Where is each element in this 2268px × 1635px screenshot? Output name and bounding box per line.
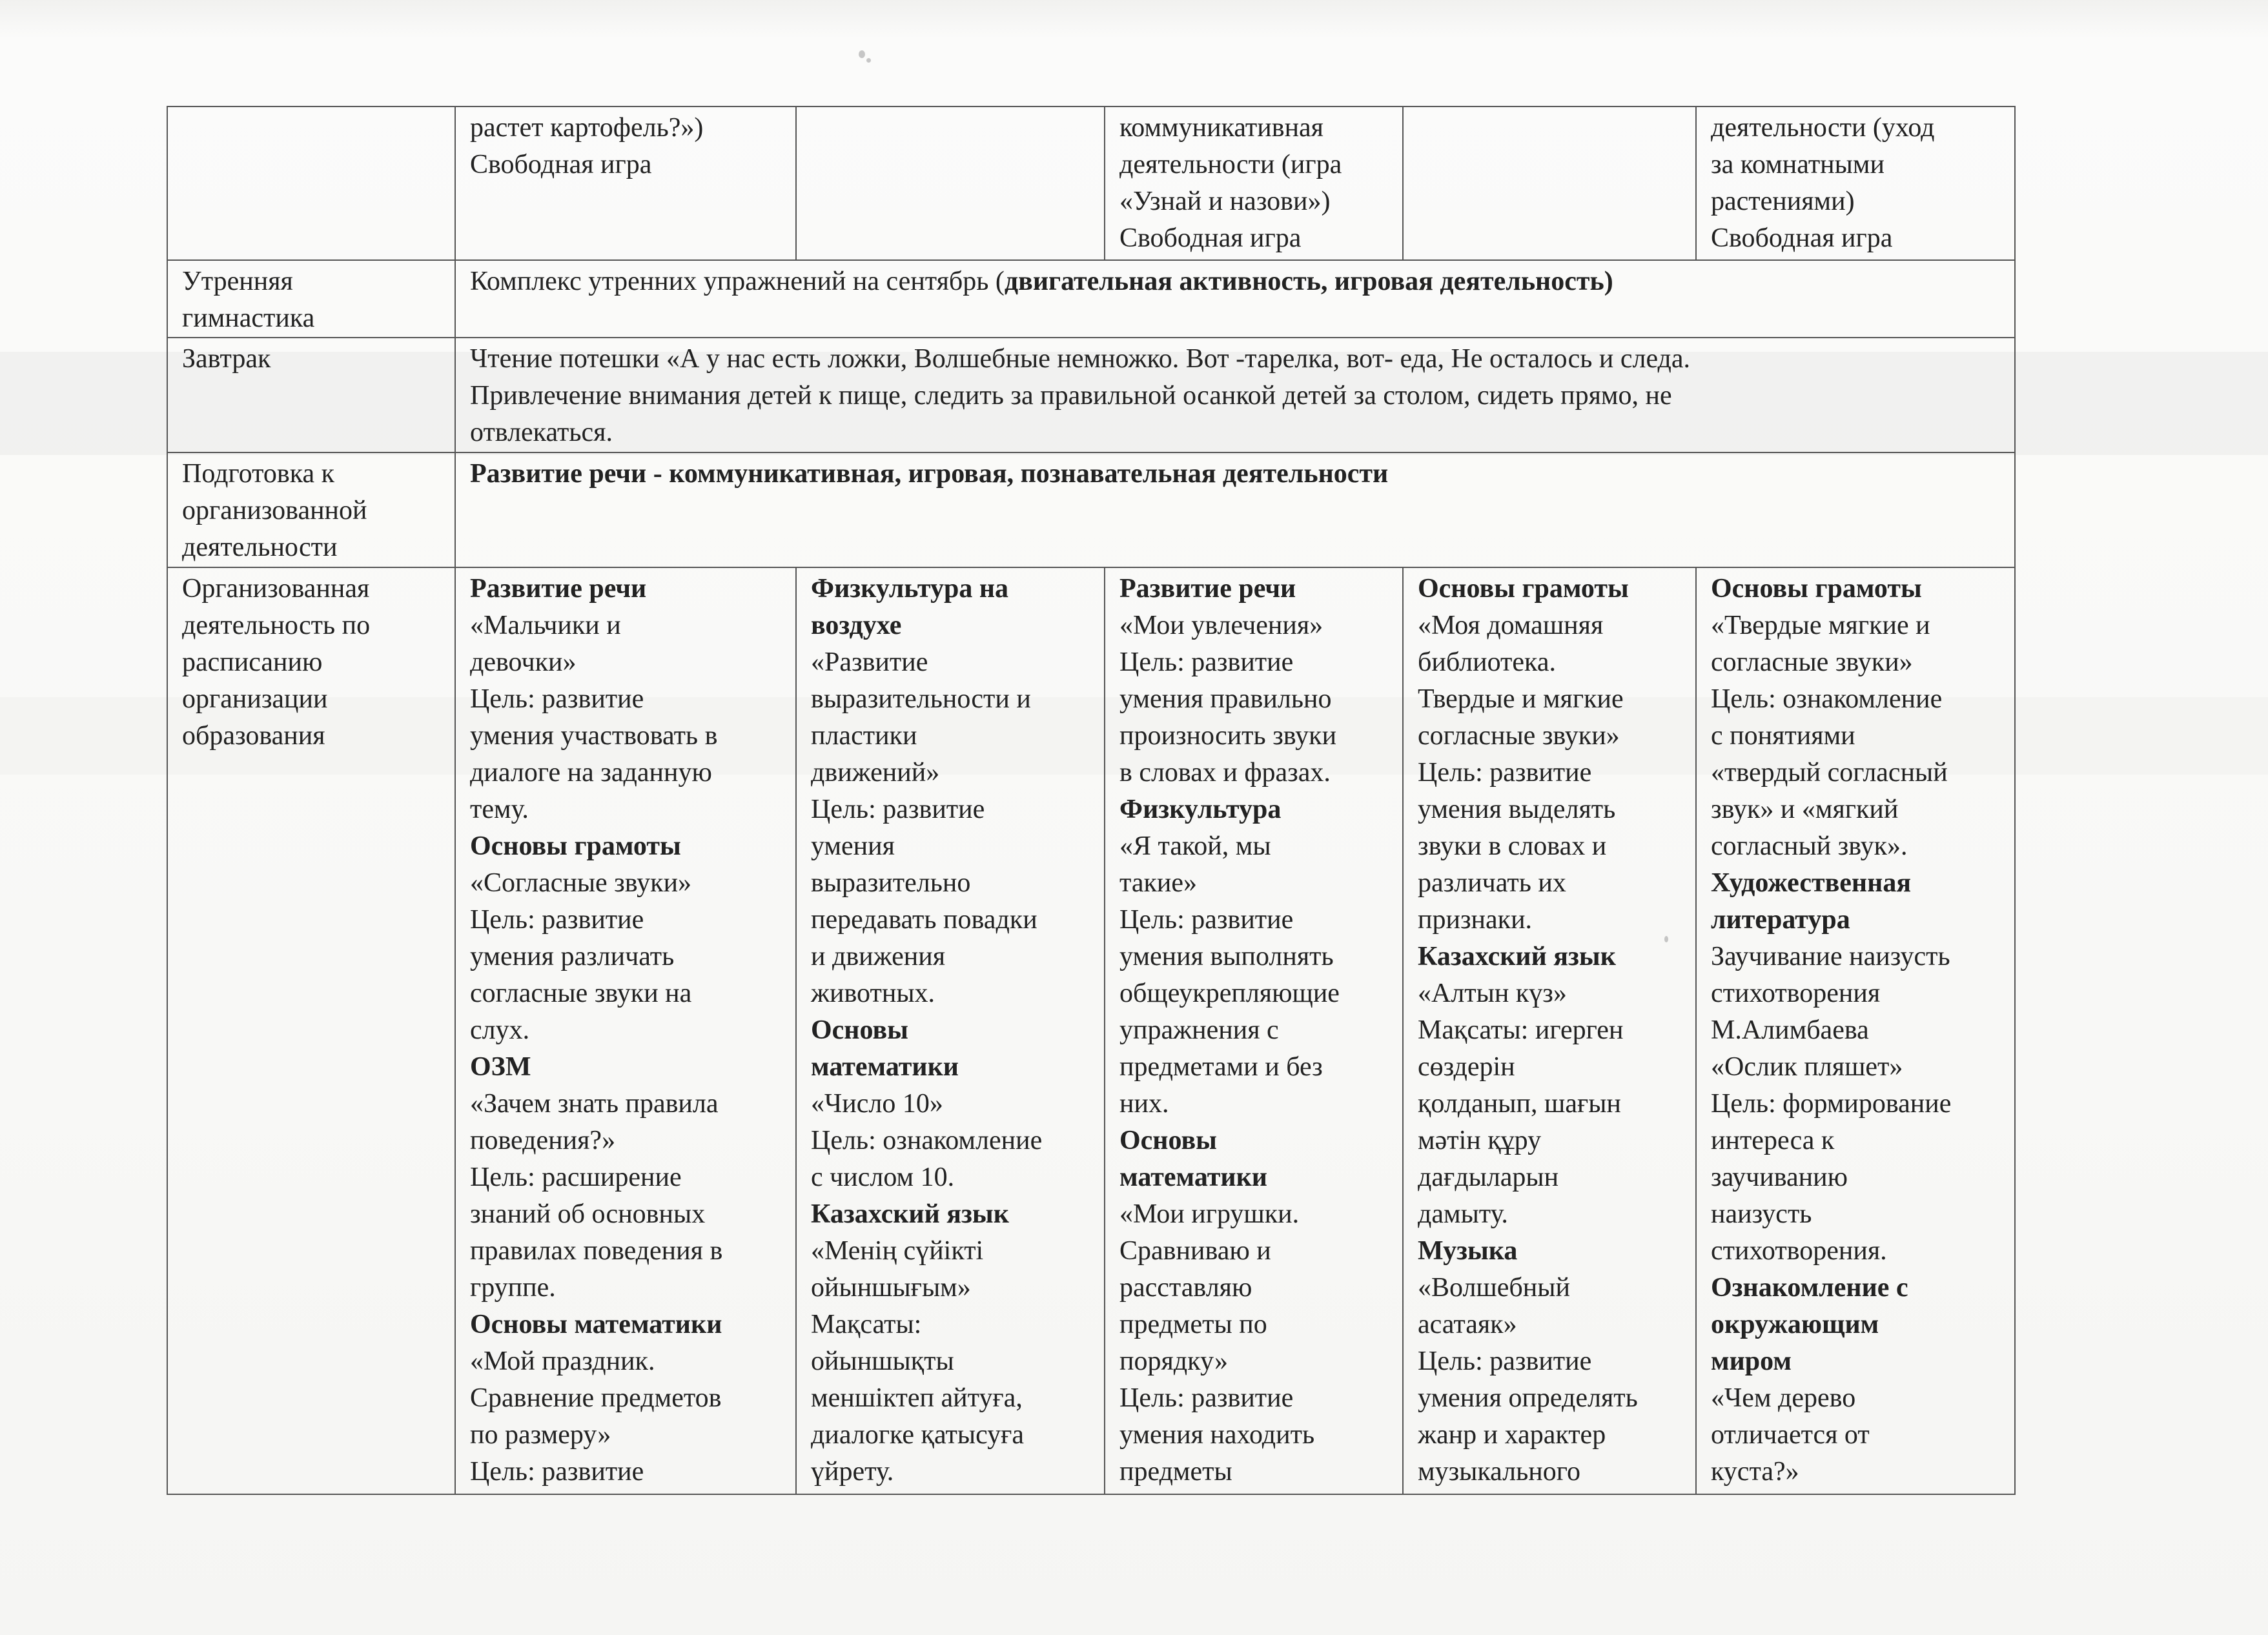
activity-description-line: умения выделять bbox=[1418, 795, 1616, 824]
activity-description-line: Цель: развитие bbox=[1418, 758, 1592, 787]
activity-description-line: и движения bbox=[811, 942, 946, 971]
label-line: Организованная bbox=[182, 574, 370, 604]
label-line: организации bbox=[182, 684, 328, 714]
gymnastics-text: Комплекс утренних упражнений на сентябрь ( bbox=[470, 267, 1005, 296]
wednesday-activities bbox=[1105, 567, 1403, 1494]
activity-description-line: умения находить bbox=[1119, 1420, 1315, 1450]
activity-subject-title: Художественная bbox=[1711, 868, 1912, 898]
thursday-activities bbox=[1403, 567, 1696, 1494]
activity-description-line: «Ослик пляшет» bbox=[1711, 1052, 1903, 1082]
organized-label bbox=[167, 567, 455, 1494]
activity-description-line: Сравниваю и bbox=[1119, 1236, 1271, 1266]
activity-description-line: меншіктеп айтуға, bbox=[811, 1383, 1023, 1413]
preparation-row bbox=[167, 452, 2015, 567]
activity-description-line: умения правильно bbox=[1119, 684, 1332, 714]
tuesday-cell bbox=[796, 107, 1105, 260]
activity-subject-title: воздухе bbox=[811, 611, 902, 640]
activity-description-line: «Твердые мягкие и bbox=[1711, 611, 1930, 640]
activity-description-line: куста?» bbox=[1711, 1457, 1799, 1487]
activity-description-line: такие» bbox=[1119, 868, 1198, 898]
activity-description-line: них. bbox=[1119, 1089, 1169, 1119]
activity-description-line: интереса к bbox=[1711, 1126, 1835, 1155]
activity-description-line: умения выполнять bbox=[1119, 942, 1334, 971]
activity-description-line: сөздерін bbox=[1418, 1052, 1515, 1082]
activity-description-line: асатаяк» bbox=[1418, 1310, 1517, 1339]
activity-description-line: с понятиями bbox=[1711, 721, 1855, 751]
activity-description-line: девочки» bbox=[470, 647, 577, 677]
activity-description-line: Цель: развитие bbox=[1418, 1346, 1592, 1376]
activity-description-line: Цель: развитие bbox=[470, 905, 644, 935]
activity-description-line: Заучивание наизусть bbox=[1711, 942, 1950, 971]
cell-line: деятельности (игра bbox=[1119, 150, 1342, 179]
activity-subject-title: Музыка bbox=[1418, 1236, 1518, 1266]
organized-activity-row bbox=[167, 567, 2015, 1494]
activity-description-line: Цель: развитие bbox=[470, 1457, 644, 1487]
activity-description-line: по размеру» bbox=[470, 1420, 611, 1450]
cell-line: растениями) bbox=[1711, 187, 1855, 216]
activity-description-line: дағдыларын bbox=[1418, 1163, 1559, 1192]
activity-description-line: заучиванию bbox=[1711, 1163, 1848, 1192]
activity-description-line: «Я такой, мы bbox=[1119, 831, 1271, 861]
activity-subject-title: математики bbox=[811, 1052, 959, 1082]
activity-description-line: стихотворения bbox=[1711, 979, 1881, 1008]
activity-description-line: выразительно bbox=[811, 868, 971, 898]
activity-description-line: звуки в словах и bbox=[1418, 831, 1607, 861]
activity-description-line: «Число 10» bbox=[811, 1089, 943, 1119]
activity-description-line: знаний об основных bbox=[470, 1199, 706, 1229]
activity-description-line: «твердый согласный bbox=[1711, 758, 1948, 787]
breakfast-line: отвлекаться. bbox=[470, 418, 613, 447]
cell-line: Свободная игра bbox=[470, 150, 652, 179]
activity-description-line: в словах и фразах. bbox=[1119, 758, 1331, 787]
activity-description-line: Твердые и мягкие bbox=[1418, 684, 1624, 714]
activity-description-line: Мақсаты: bbox=[811, 1310, 922, 1339]
activity-description-line: музыкального bbox=[1418, 1457, 1580, 1487]
activity-description-line: «Мальчики и bbox=[470, 611, 621, 640]
activity-description-line: пластики bbox=[811, 721, 917, 751]
activity-description-line: умения определять bbox=[1418, 1383, 1638, 1413]
activity-description-line: М.Алимбаева bbox=[1711, 1015, 1869, 1045]
row-label-empty bbox=[167, 107, 455, 260]
activity-description-line: Цель: ознакомление bbox=[1711, 684, 1943, 714]
activity-description-line: наизусть bbox=[1711, 1199, 1812, 1229]
activity-description-line: «Мои увлечения» bbox=[1119, 611, 1323, 640]
activity-description-line: произносить звуки bbox=[1119, 721, 1337, 751]
activity-description-line: животных. bbox=[811, 979, 935, 1008]
dust-speck bbox=[859, 50, 865, 58]
label-line: Утренняя bbox=[182, 267, 293, 296]
activity-description-line: согласные звуки на bbox=[470, 979, 692, 1008]
activity-description-line: с числом 10. bbox=[811, 1163, 955, 1192]
activity-description-line: библиотека. bbox=[1418, 647, 1556, 677]
activity-description-line: согласные звуки» bbox=[1711, 647, 1913, 677]
activity-description-line: Цель: развитие bbox=[811, 795, 985, 824]
activity-description-line: Цель: расширение bbox=[470, 1163, 682, 1192]
gymnastics-label bbox=[167, 260, 455, 338]
activity-description-line: «Чем дерево bbox=[1711, 1383, 1856, 1413]
activity-description-line: движений» bbox=[811, 758, 940, 787]
preparation-label bbox=[167, 452, 455, 567]
activity-description-line: Мақсаты: игерген bbox=[1418, 1015, 1624, 1045]
activity-subject-title: Основы грамоты bbox=[1711, 574, 1922, 604]
activity-description-line: тему. bbox=[470, 795, 529, 824]
activity-subject-title: Казахский язык bbox=[811, 1199, 1009, 1229]
breakfast-label: Завтрак bbox=[167, 338, 455, 452]
activity-subject-title: Физкультура на bbox=[811, 574, 1009, 604]
weekly-plan-table bbox=[167, 106, 2016, 1495]
breakfast-line: Чтение потешки «А у нас есть ложки, Волшебные немножко. Вот -тарелка, вот- еда, Не осталось и следа. bbox=[470, 344, 1691, 374]
activity-description-line: предметы bbox=[1119, 1457, 1232, 1487]
activity-description-line: дамыту. bbox=[1418, 1199, 1508, 1229]
activity-description-line: предметами и без bbox=[1119, 1052, 1323, 1082]
cell-line: Свободная игра bbox=[1119, 223, 1302, 253]
label-line: Подготовка к bbox=[182, 459, 335, 489]
activity-description-line: «Менің сүйікті bbox=[811, 1236, 984, 1266]
activity-description-line: признаки. bbox=[1418, 905, 1533, 935]
activity-description-line: Цель: ознакомление bbox=[811, 1126, 1043, 1155]
gymnastics-content bbox=[455, 260, 2015, 338]
activity-description-line: қолданып, шағын bbox=[1418, 1089, 1621, 1119]
breakfast-line: Привлечение внимания детей к пище, следить за правильной осанкой детей за столом, сидеть прямо, не bbox=[470, 381, 1672, 411]
activity-description-line: ойыншықты bbox=[811, 1346, 954, 1376]
preparation-content: Развитие речи - коммуникативная, игровая, познавательная деятельности bbox=[455, 452, 2015, 567]
monday-cell bbox=[455, 107, 796, 260]
breakfast-row bbox=[167, 338, 2015, 452]
label-line: расписанию bbox=[182, 647, 323, 677]
activity-description-line: Цель: развитие bbox=[1119, 1383, 1294, 1413]
cell-line: растет картофель?») bbox=[470, 113, 704, 143]
activity-description-line: различать их bbox=[1418, 868, 1566, 898]
gymnastics-row bbox=[167, 260, 2015, 338]
activity-description-line: слух. bbox=[470, 1015, 530, 1045]
activity-description-line: упражнения с bbox=[1119, 1015, 1279, 1045]
activity-description-line: предметы по bbox=[1119, 1310, 1267, 1339]
activity-subject-title: математики bbox=[1119, 1163, 1267, 1192]
activity-description-line: согласные звуки» bbox=[1418, 721, 1620, 751]
activity-description-line: группе. bbox=[470, 1273, 556, 1303]
wednesday-cell bbox=[1105, 107, 1403, 260]
activity-description-line: үйрету. bbox=[811, 1457, 894, 1487]
activity-description-line: жанр и характер bbox=[1418, 1420, 1606, 1450]
friday-activities bbox=[1696, 567, 2015, 1494]
activity-description-line: диалогке қатысуға bbox=[811, 1420, 1025, 1450]
thursday-cell bbox=[1403, 107, 1696, 260]
activity-description-line: стихотворения. bbox=[1711, 1236, 1887, 1266]
continued-row bbox=[167, 107, 2015, 260]
activity-description-line: выразительности и bbox=[811, 684, 1031, 714]
activity-description-line: «Мой праздник. bbox=[470, 1346, 655, 1376]
activity-description-line: общеукрепляющие bbox=[1119, 979, 1340, 1008]
activity-description-line: умения bbox=[811, 831, 895, 861]
cell-line: Свободная игра bbox=[1711, 223, 1893, 253]
activity-description-line: умения различать bbox=[470, 942, 675, 971]
activity-description-line: ойыншығым» bbox=[811, 1273, 971, 1303]
breakfast-content bbox=[455, 338, 2015, 452]
activity-subject-title: Развитие речи bbox=[470, 574, 647, 604]
activity-subject-title: Основы bbox=[811, 1015, 908, 1045]
label-line: образования bbox=[182, 721, 325, 751]
activity-description-line: передавать повадки bbox=[811, 905, 1037, 935]
activity-subject-title: ОЗМ bbox=[470, 1052, 531, 1082]
activity-subject-title: Основы грамоты bbox=[470, 831, 681, 861]
friday-cell bbox=[1696, 107, 2015, 260]
activity-description-line: «Согласные звуки» bbox=[470, 868, 692, 898]
activity-subject-title: Развитие речи bbox=[1119, 574, 1296, 604]
activity-subject-title: Ознакомление с bbox=[1711, 1273, 1908, 1303]
activity-subject-title: окружающим bbox=[1711, 1310, 1879, 1339]
activity-description-line: Сравнение предметов bbox=[470, 1383, 722, 1413]
activity-description-line: «Волшебный bbox=[1418, 1273, 1570, 1303]
activity-description-line: диалоге на заданную bbox=[470, 758, 712, 787]
activity-description-line: умения участвовать в bbox=[470, 721, 718, 751]
activity-description-line: Цель: формирование bbox=[1711, 1089, 1952, 1119]
cell-line: «Узнай и назови») bbox=[1119, 187, 1331, 216]
label-line: деятельности bbox=[182, 533, 338, 562]
activity-subject-title: Основы bbox=[1119, 1126, 1217, 1155]
activity-description-line: Цель: развитие bbox=[470, 684, 644, 714]
activity-description-line: отличается от bbox=[1711, 1420, 1870, 1450]
activity-description-line: Цель: развитие bbox=[1119, 905, 1294, 935]
activity-description-line: согласный звук». bbox=[1711, 831, 1908, 861]
activity-description-line: Цель: развитие bbox=[1119, 647, 1294, 677]
dust-speck bbox=[866, 58, 871, 63]
activity-description-line: «Алтын күз» bbox=[1418, 979, 1567, 1008]
activity-subject-title: Основы математики bbox=[470, 1310, 722, 1339]
activity-description-line: порядку» bbox=[1119, 1346, 1229, 1376]
activity-description-line: «Зачем знать правила bbox=[470, 1089, 719, 1119]
activity-description-line: звук» и «мягкий bbox=[1711, 795, 1899, 824]
label-line: деятельность по bbox=[182, 611, 371, 640]
activity-description-line: поведения?» bbox=[470, 1126, 616, 1155]
activity-subject-title: Физкультура bbox=[1119, 795, 1282, 824]
cell-line: деятельности (уход bbox=[1711, 113, 1935, 143]
activity-subject-title: миром bbox=[1711, 1346, 1792, 1376]
activity-subject-title: Казахский язык bbox=[1418, 942, 1616, 971]
activity-description-line: «Мои игрушки. bbox=[1119, 1199, 1300, 1229]
cell-line: за комнатными bbox=[1711, 150, 1885, 179]
tuesday-activities bbox=[796, 567, 1105, 1494]
activity-description-line: «Моя домашняя bbox=[1418, 611, 1604, 640]
activity-description-line: «Развитие bbox=[811, 647, 928, 677]
activity-subject-title: Основы грамоты bbox=[1418, 574, 1629, 604]
gymnastics-activity-types: двигательная активность, игровая деятельность) bbox=[1004, 267, 1613, 296]
label-line: организованной bbox=[182, 496, 367, 525]
cell-line: коммуникативная bbox=[1119, 113, 1324, 143]
activity-description-line: мәтін құру bbox=[1418, 1126, 1542, 1155]
activity-subject-title: литература bbox=[1711, 905, 1850, 935]
activity-description-line: расставляю bbox=[1119, 1273, 1252, 1303]
activity-description-line: правилах поведения в bbox=[470, 1236, 723, 1266]
monday-activities bbox=[455, 567, 796, 1494]
label-line: гимнастика bbox=[182, 303, 315, 333]
